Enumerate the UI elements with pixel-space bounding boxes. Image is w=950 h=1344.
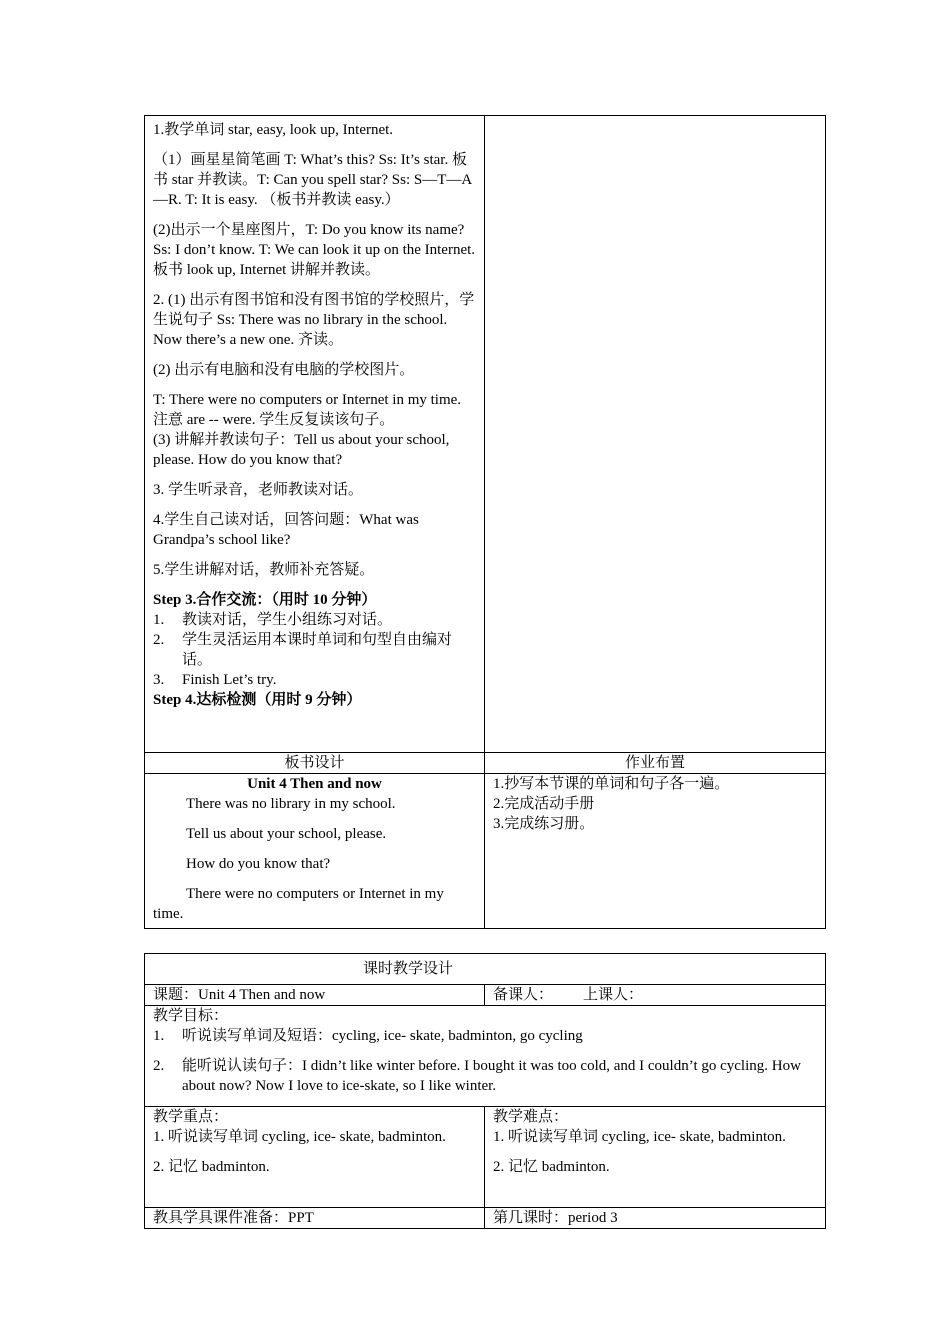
key-points-label: 教学重点： (153, 1109, 229, 1125)
period-cell: 第几课时：period 3 (485, 1208, 826, 1229)
objective-item: 1. 听说读写单词及短语：cycling, ice- skate, badminton, go cycling (153, 1028, 583, 1044)
step-paragraph-7: 3. 学生听录音，老师教读对话。 (153, 482, 364, 498)
step-paragraph-5: (2) 出示有电脑和没有电脑的学校图片。 (153, 362, 415, 378)
step3-heading: Step 3.合作交流：（用时 10 分钟） (153, 592, 377, 608)
homework-item: 1.抄写本节课的单词和句子各一遍。 (493, 776, 730, 792)
step-paragraph-8: 4.学生自己读对话，回答问题：What was Grandpa’s school like? (153, 512, 419, 548)
difficult-points-label: 教学难点： (493, 1109, 569, 1125)
step-paragraph-6b: (3) 讲解并教读句子：Tell us about your school, please. How do you know that? (153, 432, 450, 468)
lesson-design-table (144, 953, 826, 1229)
key-points-cell (145, 1107, 485, 1208)
key-point: 1. 听说读写单词 cycling, ice- skate, badminton. (153, 1129, 446, 1145)
objectives-cell (145, 1006, 826, 1107)
step-paragraph-3: (2)出示一个星座图片，T: Do you know its name? Ss: I don’t know. T: We can look it up on the Internet. 板书 look up, Internet 讲解并教读。 (153, 222, 476, 278)
step-paragraph-6a: T: There were no computers or Internet in my time. 注意 are -- were. 学生反复读该句子。 (153, 392, 462, 428)
board-design-header: 板书设计 (145, 753, 485, 774)
board-line: Tell us about your school, please. (186, 826, 387, 842)
board-line: How do you know that? (186, 856, 331, 872)
step4-heading: Step 4.达标检测（用时 9 分钟） (153, 692, 362, 708)
empty-notes-cell (485, 116, 826, 753)
list-item: 2. 学生灵活运用本课时单词和句型自由编对话。 (153, 632, 453, 668)
homework-cell (485, 774, 826, 929)
homework-header: 作业布置 (485, 753, 826, 774)
board-line: There were no computers or Internet in my (186, 886, 444, 902)
difficult-point: 1. 听说读写单词 cycling, ice- skate, badminton. (493, 1129, 786, 1145)
lesson-plan-table (144, 115, 826, 929)
list-item: 1. 教读对话，学生小组练习对话。 (153, 612, 393, 628)
design-title: 课时教学设计 (145, 954, 826, 985)
key-point: 2. 记忆 badminton. (153, 1159, 270, 1175)
topic-cell: 课题：Unit 4 Then and now (145, 985, 485, 1006)
board-design-cell (145, 774, 485, 929)
teaching-steps-cell (145, 116, 485, 753)
homework-item: 2.完成活动手册 (493, 796, 595, 812)
difficult-points-cell (485, 1107, 826, 1208)
board-line: There was no library in my school. (186, 796, 396, 812)
step-paragraph-2: （1）画星星简笔画 T: What’s this? Ss: It’s star. 板书 star 并教读。T: Can you spell star? Ss: S—T—A—R. T: It is easy. （板书并教读 easy.） (153, 152, 473, 208)
objectives-label: 教学目标： (153, 1008, 229, 1024)
difficult-point: 2. 记忆 badminton. (493, 1159, 610, 1175)
board-line-tail: time. (153, 906, 184, 922)
preparer-cell: 备课人： 上课人： (485, 985, 826, 1006)
board-title: Unit 4 Then and now (247, 776, 382, 792)
step-paragraph-9: 5.学生讲解对话，教师补充答疑。 (153, 562, 375, 578)
materials-cell: 教具学具课件准备：PPT (145, 1208, 485, 1229)
homework-item: 3.完成练习册。 (493, 816, 595, 832)
step-paragraph-1: 1.教学单词 star, easy, look up, Internet. (153, 122, 394, 138)
objective-item: 2. 能听说认读句子：I didn’t like winter before. I bought it was too cold, and I couldn’t go cycling. How about now? Now I love to ice-skate, so I like winter. (153, 1058, 801, 1094)
step-paragraph-4: 2. (1) 出示有图书馆和没有图书馆的学校照片，学生说句子 Ss: There was no library in the school. Now there’s a new one. 齐读。 (153, 292, 475, 348)
list-item: 3. Finish Let’s try. (153, 672, 277, 688)
